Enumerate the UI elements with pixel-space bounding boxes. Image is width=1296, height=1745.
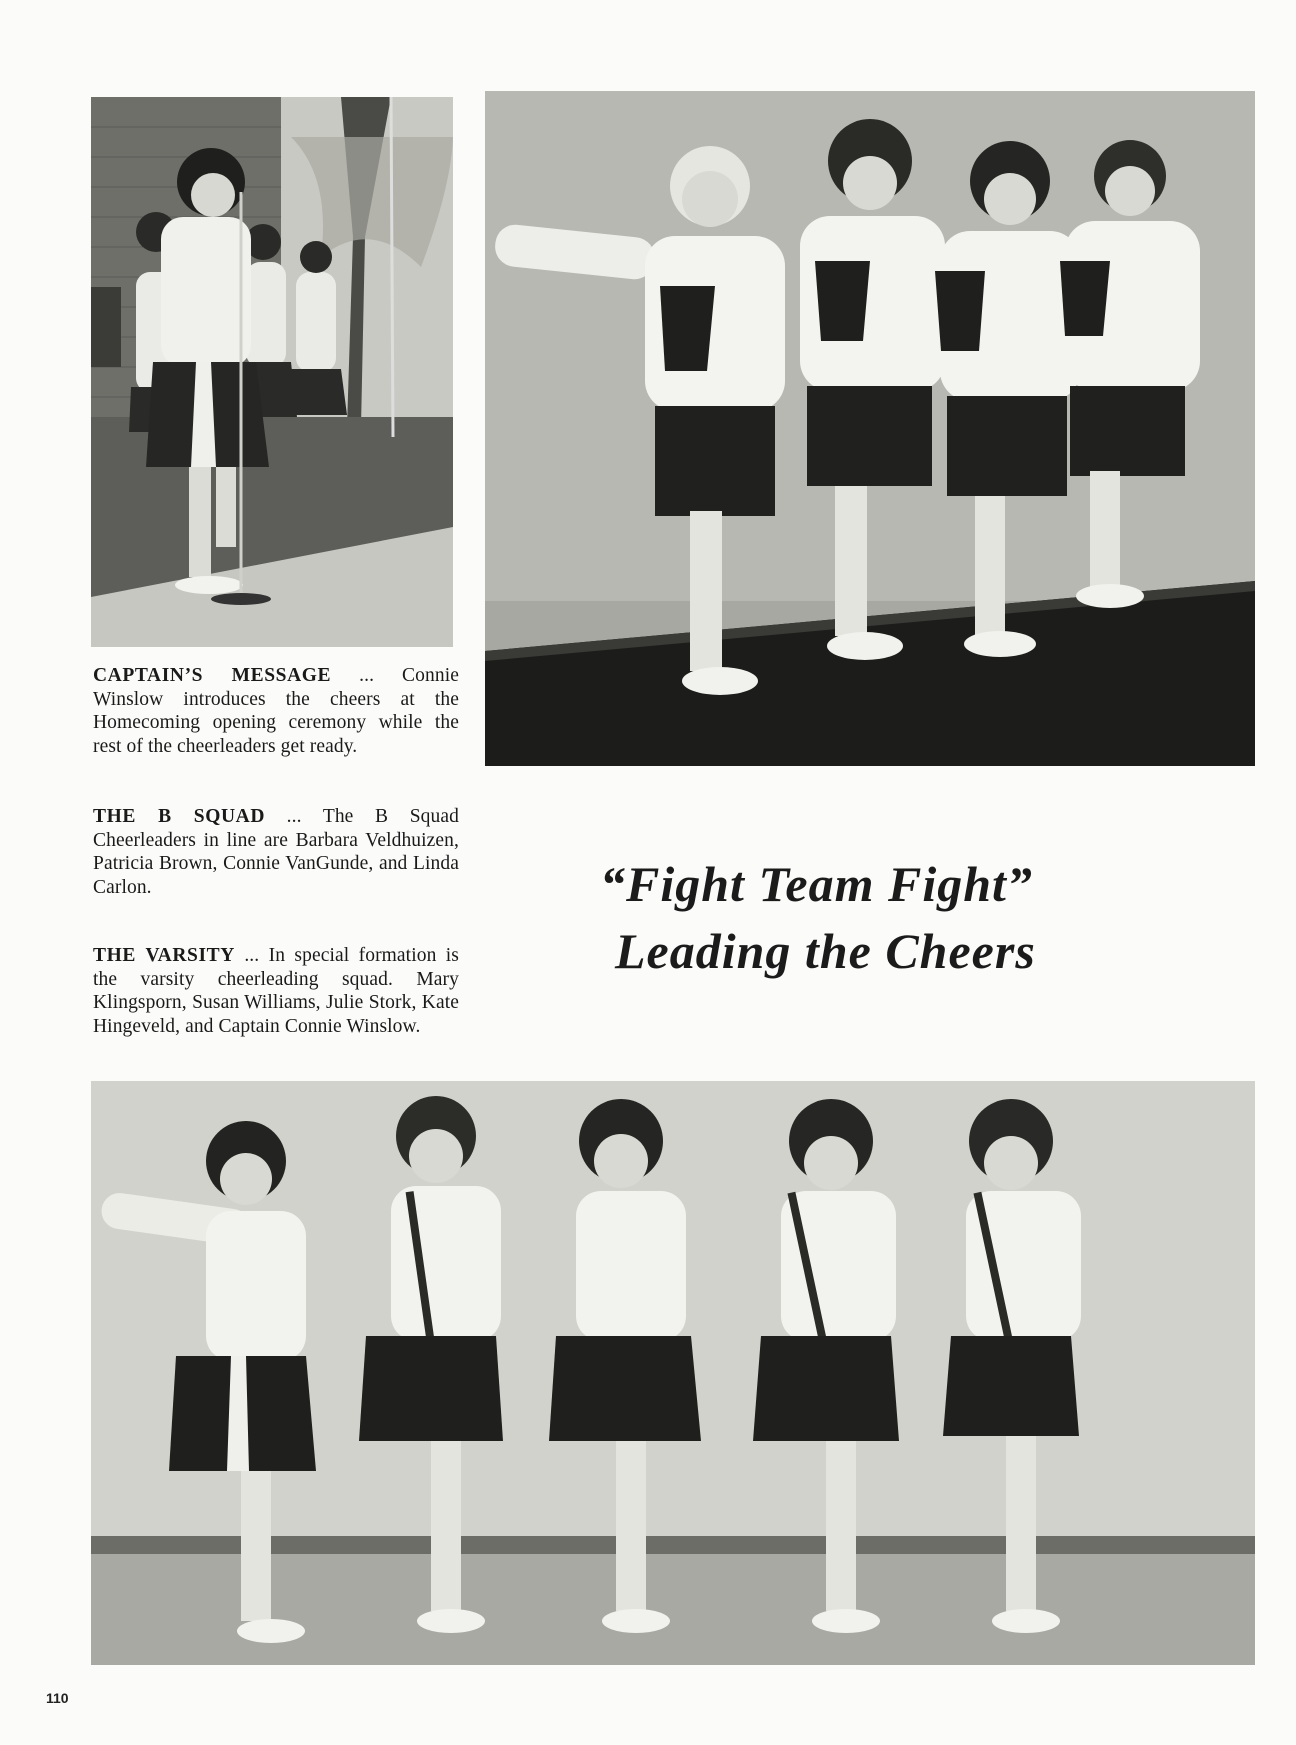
caption-captains-message-text: ... Connie Winslow introduces the cheers at the Homecoming opening ceremony while the rest of the cheerleaders get ready. <box>93 665 459 757</box>
caption-varsity-text: ... In special formation is the varsity cheerleading squad. Mary Klingsporn, Susan Williams, Julie Stork, Kate Hingeveld, and Captain Connie Winslow. <box>93 945 459 1037</box>
headline-leading-the-cheers: Leading the Cheers <box>615 923 1036 979</box>
page-number: 110 <box>46 1690 69 1706</box>
b-squad-photo <box>485 91 1255 766</box>
captain-message-photo <box>91 97 453 647</box>
caption-b-squad-text: ... The B Squad Cheerleaders in line are Barbara Veldhuizen, Patricia Brown, Connie VanGunde, and Linda Carlon. <box>93 806 459 898</box>
caption-b-squad-lead: THE B SQUAD <box>93 806 266 827</box>
headline-fight-team-fight: “Fight Team Fight” <box>600 856 1033 912</box>
caption-varsity-lead: THE VARSITY <box>93 945 235 966</box>
varsity-squad-photo <box>91 1081 1255 1665</box>
caption-b-squad <box>93 805 459 899</box>
caption-captains-message <box>93 664 459 758</box>
caption-varsity <box>93 944 459 1038</box>
caption-captains-message-lead: CAPTAIN’S MESSAGE <box>93 665 332 686</box>
